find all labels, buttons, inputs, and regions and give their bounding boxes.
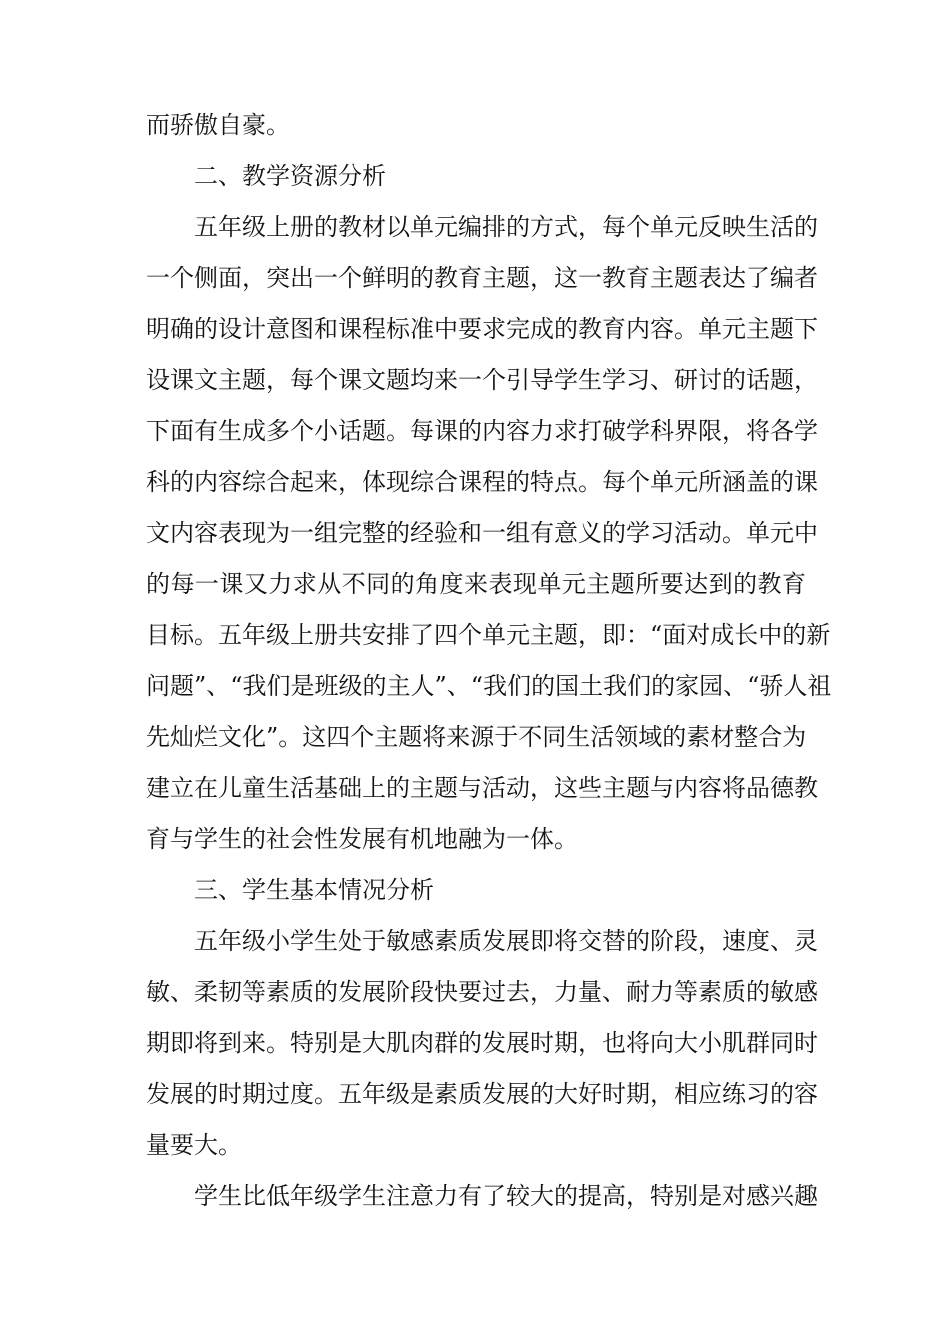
paragraph-line: 五年级小学生处于敏感素质发展即将交替的阶段，速度、灵 (194, 927, 818, 955)
paragraph-line: 建立在儿童生活基础上的主题与活动，这些主题与内容将品德教 (146, 774, 818, 802)
paragraph-line: 下面有生成多个小话题。每课的内容力求打破学科界限，将各学 (146, 417, 818, 445)
paragraph-line: 文内容表现为一组完整的经验和一组有意义的学习活动。单元中 (146, 519, 818, 547)
paragraph-line: 一个侧面，突出一个鲜明的教育主题，这一教育主题表达了编者 (146, 264, 818, 292)
paragraph-line: 发展的时期过度。五年级是素质发展的大好时期，相应练习的容 (146, 1080, 818, 1108)
section-heading: 三、学生基本情况分析 (194, 876, 434, 904)
paragraph-line: 先灿烂文化”。这四个主题将来源于不同生活领域的素材整合为 (146, 723, 807, 751)
paragraph-line: 学生比低年级学生注意力有了较大的提高，特别是对感兴趣 (194, 1182, 818, 1210)
section-heading: 二、教学资源分析 (194, 162, 386, 190)
paragraph-line: 明确的设计意图和课程标准中要求完成的教育内容。单元主题下 (146, 315, 818, 343)
paragraph-line: 科的内容综合起来，体现综合课程的特点。每个单元所涵盖的课 (146, 468, 818, 496)
paragraph-line: 育与学生的社会性发展有机地融为一体。 (146, 825, 578, 853)
paragraph-line: 的每一课又力求从不同的角度来表现单元主题所要达到的教育 (146, 570, 806, 598)
paragraph-line: 而骄傲自豪。 (146, 111, 290, 139)
paragraph-line: 五年级上册的教材以单元编排的方式，每个单元反映生活的 (194, 213, 818, 241)
paragraph-line: 目标。五年级上册共安排了四个单元主题，即：“面对成长中的新 (146, 621, 831, 649)
paragraph-line: 量要大。 (146, 1131, 242, 1159)
paragraph-line: 问题”、“我们是班级的主人”、“我们的国土我们的家园、“骄人祖 (146, 672, 832, 700)
paragraph-line: 敏、柔韧等素质的发展阶段快要过去，力量、耐力等素质的敏感 (146, 978, 818, 1006)
paragraph-line: 期即将到来。特别是大肌肉群的发展时期，也将向大小肌群同时 (146, 1029, 818, 1057)
paragraph-line: 设课文主题，每个课文题均来一个引导学生学习、研讨的话题， (146, 366, 818, 394)
